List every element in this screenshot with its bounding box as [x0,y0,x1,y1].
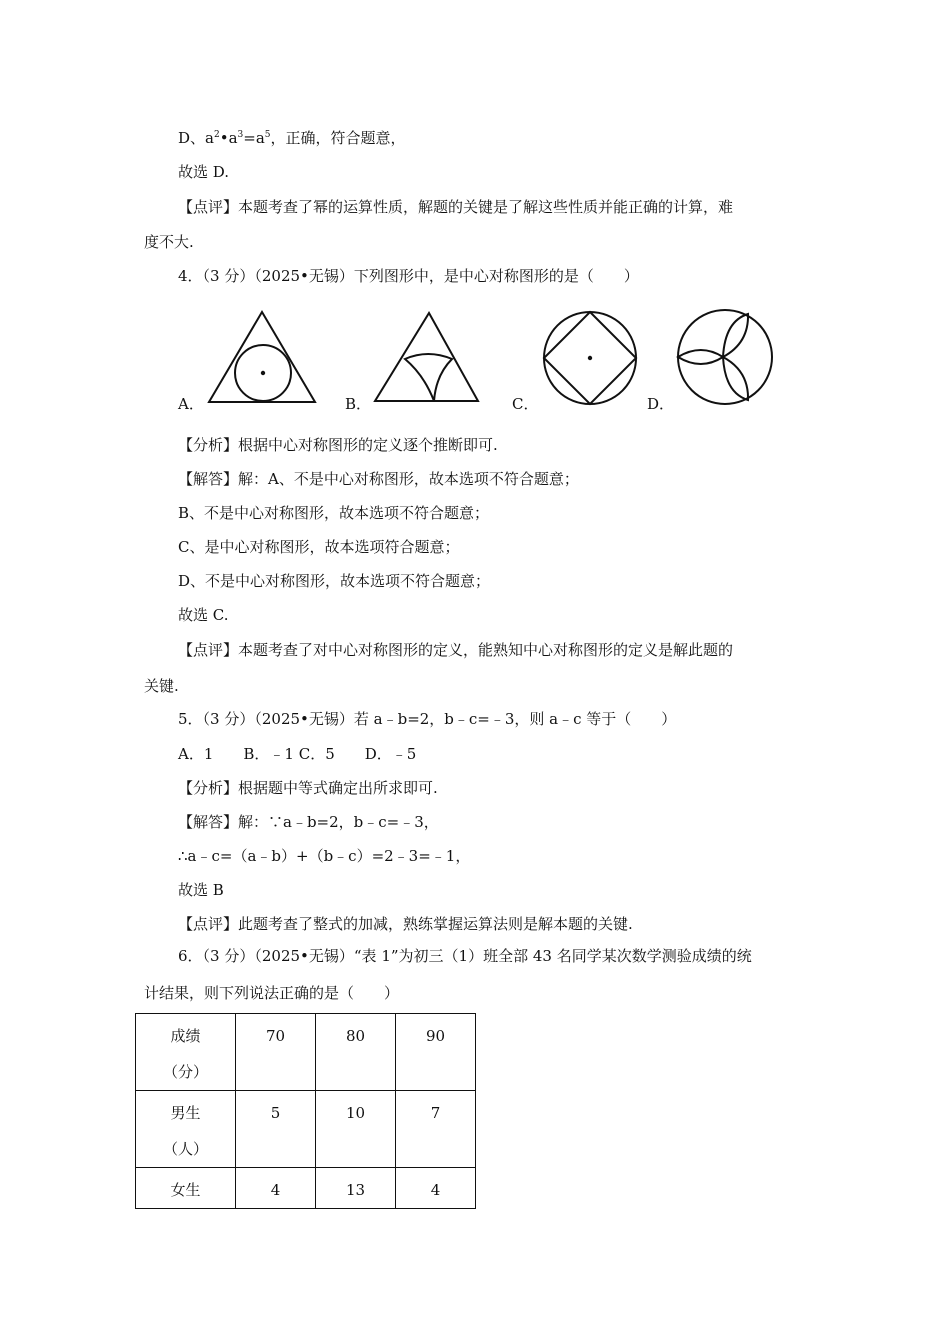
table-row [136,1168,476,1209]
table-cell: 7 [396,1091,476,1168]
q5-options: A．1 B．﹣1 C．5 D．﹣5 [178,745,417,763]
table-cell: 4 [236,1168,316,1209]
q3-choose: 故选 D. [178,163,230,181]
q3-review: 【点评】本题考查了幂的运算性质，解题的关键是了解这些性质并能正确的计算，难 [178,198,734,216]
q4-option-a-label: A． [178,395,204,413]
q5-stem: 5．（3 分）（2025•无锡）若 a﹣b=2，b﹣c=﹣3，则 a﹣c 等于（ ） [178,710,677,728]
q5-answer: 【解答】解：∵a﹣b=2，b﹣c=﹣3， [178,813,439,831]
table-row-header: 成绩 （分） [136,1014,236,1091]
q4-option-c-label: C． [512,395,539,413]
table-cell: 10 [316,1091,396,1168]
q3-review-cont: 度不大. [144,233,194,251]
table-cell: 90 [396,1014,476,1091]
triangle-incircle-icon [205,307,320,407]
q4-answer-b: B、不是中心对称图形，故本选项不符合题意； [178,504,490,522]
three-petal-circle-icon [675,307,775,407]
q4-option-b-label: B． [345,395,372,413]
q6-stem-cont: 计结果，则下列说法正确的是（ ） [144,984,400,1002]
q4-choose: 故选 C. [178,606,229,624]
table-row [136,1014,476,1091]
q3-option-d: D、$a^2•a^3=a^5$，正确，符合题意， [178,129,406,147]
q4-review: 【点评】本题考查了对中心对称图形的定义，能熟知中心对称图形的定义是解此题的 [178,641,734,659]
q5-review: 【点评】此题考查了整式的加减，熟练掌握运算法则是解本题的关键. [178,915,633,933]
q4-option-d-label: D． [647,395,675,413]
score-table [135,1013,476,1209]
curved-triangle-icon [370,309,482,407]
q6-stem: 6．（3 分）（2025•无锡）“表 1”为初三（1）班全部 43 名同学某次数学测验成绩的统 [178,947,752,965]
table-cell: 13 [316,1168,396,1209]
q4-review-cont: 关键. [144,677,179,695]
table-cell: 70 [236,1014,316,1091]
circle-inscribed-square-icon [540,310,640,408]
q5-analysis: 【分析】根据题中等式确定出所求即可. [178,779,438,797]
q5-step: ∴a﹣c=（a﹣b）+（b﹣c）=2﹣3=﹣1， [178,847,471,865]
q4-answer: 【解答】解：A、不是中心对称图形，故本选项不符合题意； [178,470,579,488]
q5-choose: 故选 B [178,881,224,899]
table-cell: 80 [316,1014,396,1091]
q4-stem: 4．（3 分）（2025•无锡）下列图形中，是中心对称图形的是（ ） [178,267,639,285]
table-row-header: 男生 （人） [136,1091,236,1168]
q4-analysis: 【分析】根据中心对称图形的定义逐个推断即可. [178,436,498,454]
table-row [136,1091,476,1168]
table-cell: 4 [396,1168,476,1209]
table-cell: 5 [236,1091,316,1168]
table-row-header: 女生 [136,1168,236,1209]
q4-answer-d: D、不是中心对称图形，故本选项不符合题意； [178,572,491,590]
q4-answer-c: C、是中心对称图形，故本选项符合题意； [178,538,460,556]
